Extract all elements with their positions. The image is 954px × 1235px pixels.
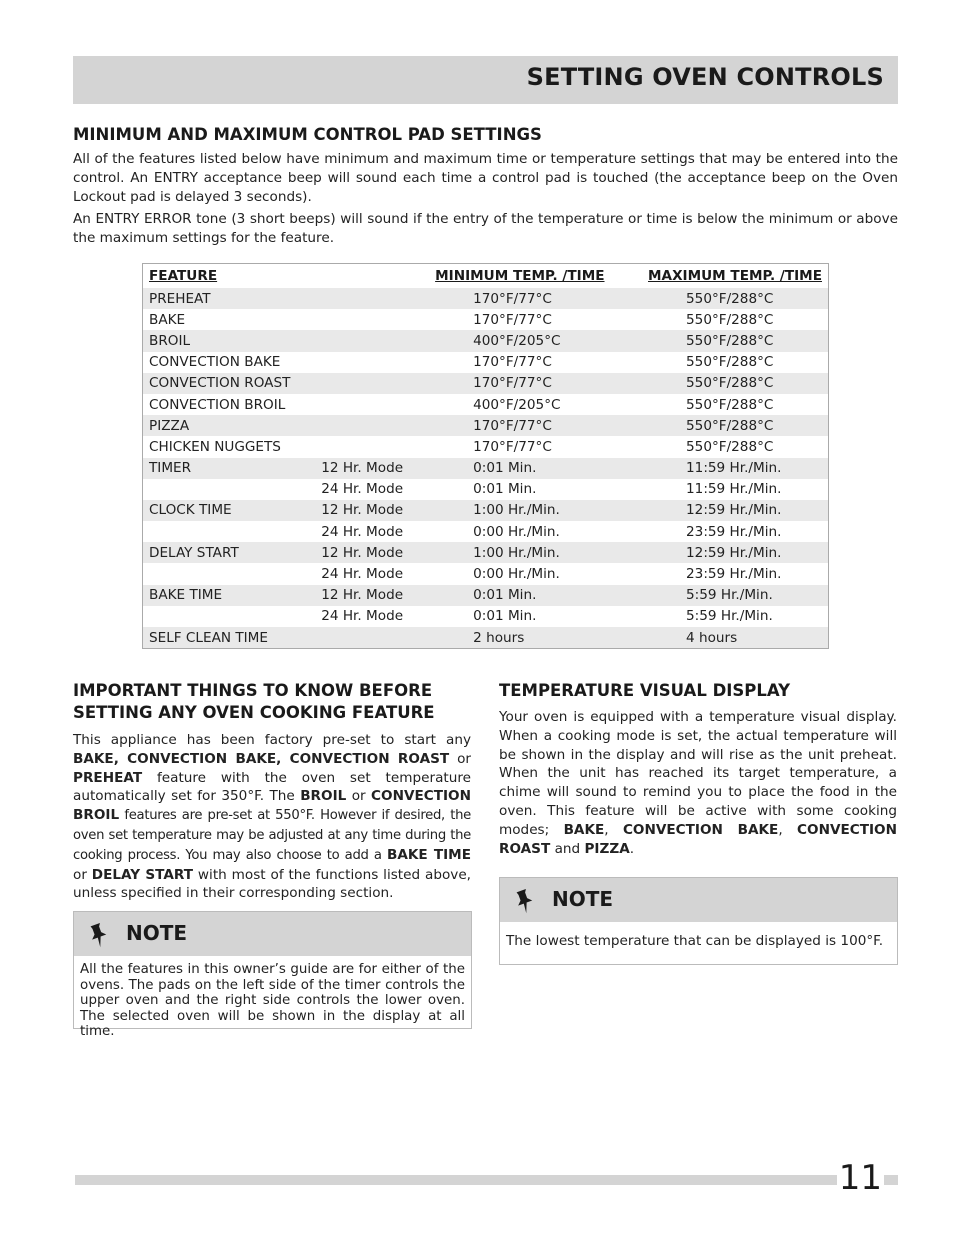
bold-run: DELAY START <box>91 866 194 883</box>
cell-mode: 24 Hr. Mode <box>321 608 404 625</box>
table-header-row <box>143 264 829 289</box>
cell-max: 12:59 Hr./Min. <box>642 500 828 521</box>
cell-mode <box>315 309 435 330</box>
text-run: with most of the functions listed above, unless specified in their corresponding section. <box>73 866 472 902</box>
cell-min: 0:01 Min. <box>435 458 642 479</box>
cell-mode <box>315 288 435 309</box>
page-number: 11 <box>838 1158 882 1198</box>
cell-feature <box>143 479 316 500</box>
paragraph-important <box>73 731 471 903</box>
table-header-max: MAXIMUM TEMP. /TIME <box>648 268 822 284</box>
text-run: features are pre-set at 550°F. However if desired, the oven set temperature may be adjusted at any time during the cooking process. You may also choose to add a <box>73 808 471 863</box>
section-heading-important-line1: IMPORTANT THINGS TO KNOW BEFORE <box>73 681 433 700</box>
note-label: NOTE <box>126 921 188 945</box>
table-header-feature: FEATURE <box>149 268 218 284</box>
settings-table <box>142 263 829 649</box>
cell-min: 170°F/77°C <box>473 438 552 455</box>
paragraph-min-max-2: An ENTRY ERROR tone (3 short beeps) will sound if the entry of the temperature or time is below the minimum or above the maximum settings for the feature. <box>73 211 898 246</box>
table-row <box>143 585 829 606</box>
cell-feature: SELF CLEAN TIME <box>143 627 316 649</box>
section-heading-important-line2: SETTING ANY OVEN COOKING FEATURE <box>73 703 435 722</box>
table-row <box>143 436 829 457</box>
cell-min: 2 hours <box>435 627 642 649</box>
cell-max: 550°F/288°C <box>642 330 828 351</box>
cell-feature: PREHEAT <box>143 288 316 309</box>
table-row <box>143 330 829 351</box>
cell-max: 550°F/288°C <box>686 396 774 413</box>
bold-run: CONVECTION BAKE <box>622 821 779 838</box>
cell-feature: BAKE <box>149 311 186 328</box>
table-row <box>143 500 829 521</box>
table-row <box>143 288 829 309</box>
cell-mode: 24 Hr. Mode <box>321 481 404 498</box>
table-row <box>143 521 829 542</box>
bold-run: PREHEAT <box>73 769 143 786</box>
cell-min: 1:00 Hr./Min. <box>435 542 642 563</box>
text-run: . <box>629 840 635 857</box>
cell-min: 170°F/77°C <box>473 311 552 328</box>
cell-max: 5:59 Hr./Min. <box>642 585 828 606</box>
table-row <box>143 373 829 394</box>
bold-run: BAKE, CONVECTION BAKE, CONVECTION ROAST <box>73 750 450 767</box>
table-header-min: MINIMUM TEMP. /TIME <box>435 268 605 284</box>
cell-min: 170°F/77°C <box>473 354 552 371</box>
cell-min: 0:01 Min. <box>473 608 537 625</box>
text-run: or <box>449 750 471 767</box>
table-row <box>143 606 829 627</box>
cell-max: 550°F/288°C <box>642 415 828 436</box>
note-text: All the features in this owner’s guide are for either of the ovens. The pads on the left side of the timer controls the upper oven and the right side controls the lower oven. The selected oven will be shown in the display at all time. <box>80 962 465 1040</box>
cell-feature: DELAY START <box>143 542 316 563</box>
cell-feature <box>143 563 316 584</box>
text-run: or <box>346 788 372 805</box>
cell-min: 0:01 Min. <box>435 585 642 606</box>
paragraph-min-max-1: All of the features listed below have minimum and maximum time or temperature settings that may be entered into the control. An ENTRY acceptance beep will sound each time a control pad is touched (the acceptance beep on the Oven Lockout pad is delayed 3 seconds). <box>73 151 898 205</box>
paragraph-temperature <box>499 708 897 858</box>
cell-feature: PIZZA <box>143 415 316 436</box>
text-run: Your oven is equipped with a temperature visual display. When a cooking mode is set, the actual temperature will be shown in the display and will rise as the unit preheat. When the unit has reached its target temperature, a chime will sound to remind you to place the food in the oven. This feature will be active with some cooking modes; <box>499 709 897 838</box>
cell-mode <box>315 394 435 415</box>
cell-min: 170°F/77°C <box>435 288 642 309</box>
section-heading-important <box>73 680 435 724</box>
cell-min: 0:01 Min. <box>473 481 537 498</box>
cell-max: 23:59 Hr./Min. <box>686 523 782 540</box>
cell-min: 0:00 Hr./Min. <box>473 566 560 583</box>
text-run: or <box>73 866 92 883</box>
cell-mode <box>315 436 435 457</box>
cell-max: 550°F/288°C <box>686 354 774 371</box>
cell-mode: 12 Hr. Mode <box>315 500 435 521</box>
text-run: feature with the oven set temperature automatically set for 350°F. The <box>73 769 471 805</box>
cell-mode <box>315 352 435 373</box>
cell-feature: CLOCK TIME <box>143 500 316 521</box>
note-box-right <box>499 877 898 965</box>
text-run: , <box>778 821 798 838</box>
note-text: The lowest temperature that can be displayed is 100°F. <box>506 933 884 949</box>
cell-max: 12:59 Hr./Min. <box>642 542 828 563</box>
bold-run: BAKE <box>563 821 605 838</box>
cell-mode <box>315 373 435 394</box>
cell-feature: BAKE TIME <box>143 585 316 606</box>
table-header-mode <box>315 264 435 289</box>
bold-run: PIZZA <box>584 840 630 857</box>
section-heading-min-max: MINIMUM AND MAXIMUM CONTROL PAD SETTINGS <box>73 125 542 144</box>
cell-feature: CONVECTION ROAST <box>143 373 316 394</box>
table-row <box>143 627 829 649</box>
header-bar <box>73 56 898 104</box>
pushpin-icon <box>88 922 110 948</box>
cell-max: 11:59 Hr./Min. <box>642 458 828 479</box>
bold-run: BAKE TIME <box>387 846 471 863</box>
section-heading-temperature: TEMPERATURE VISUAL DISPLAY <box>499 681 791 700</box>
cell-mode <box>315 415 435 436</box>
text-run: , <box>604 821 623 838</box>
cell-min: 170°F/77°C <box>435 373 642 394</box>
bold-run: CONVECTION ROAST <box>499 821 897 857</box>
cell-min: 400°F/205°C <box>435 330 642 351</box>
cell-max: 23:59 Hr./Min. <box>686 566 782 583</box>
cell-feature <box>143 521 316 542</box>
cell-min: 1:00 Hr./Min. <box>435 500 642 521</box>
cell-mode: 24 Hr. Mode <box>321 523 404 540</box>
text-run: This appliance has been factory pre-set to start any <box>73 732 471 748</box>
footer-bar <box>75 1175 898 1185</box>
cell-mode: 12 Hr. Mode <box>315 458 435 479</box>
cell-mode: 12 Hr. Mode <box>315 542 435 563</box>
table-row <box>143 563 829 584</box>
cell-max: 11:59 Hr./Min. <box>686 481 782 498</box>
note-header <box>500 878 897 922</box>
cell-mode: 24 Hr. Mode <box>321 566 404 583</box>
cell-feature: TIMER <box>143 458 316 479</box>
table-row <box>143 352 829 373</box>
bold-run: CONVECTION BROIL <box>73 788 471 824</box>
cell-max: 550°F/288°C <box>642 288 828 309</box>
note-header <box>74 912 471 956</box>
cell-max: 550°F/288°C <box>686 311 774 328</box>
cell-max: 4 hours <box>642 627 828 649</box>
cell-mode <box>315 627 435 649</box>
pushpin-icon <box>514 888 536 914</box>
table-row <box>143 415 829 436</box>
cell-mode: 12 Hr. Mode <box>315 585 435 606</box>
cell-max: 550°F/288°C <box>686 438 774 455</box>
cell-min: 400°F/205°C <box>473 396 561 413</box>
table-row <box>143 309 829 330</box>
cell-feature: CONVECTION BAKE <box>149 354 281 371</box>
table-row <box>143 394 829 415</box>
note-box-left <box>73 911 472 1040</box>
table-body <box>143 288 829 649</box>
cell-mode <box>315 330 435 351</box>
cell-max: 550°F/288°C <box>642 373 828 394</box>
cell-feature: CHICKEN NUGGETS <box>149 438 281 455</box>
table-row <box>143 542 829 563</box>
page-title: SETTING OVEN CONTROLS <box>526 63 884 91</box>
table-row <box>143 458 829 479</box>
cell-min: 170°F/77°C <box>435 415 642 436</box>
note-label: NOTE <box>552 887 614 911</box>
cell-feature <box>143 606 316 627</box>
cell-feature: BROIL <box>143 330 316 351</box>
cell-min: 0:00 Hr./Min. <box>473 523 560 540</box>
text-run: and <box>550 840 585 857</box>
cell-max: 5:59 Hr./Min. <box>686 608 773 625</box>
bold-run: BROIL <box>300 788 347 805</box>
table-row <box>143 479 829 500</box>
cell-feature: CONVECTION BROIL <box>149 396 286 413</box>
